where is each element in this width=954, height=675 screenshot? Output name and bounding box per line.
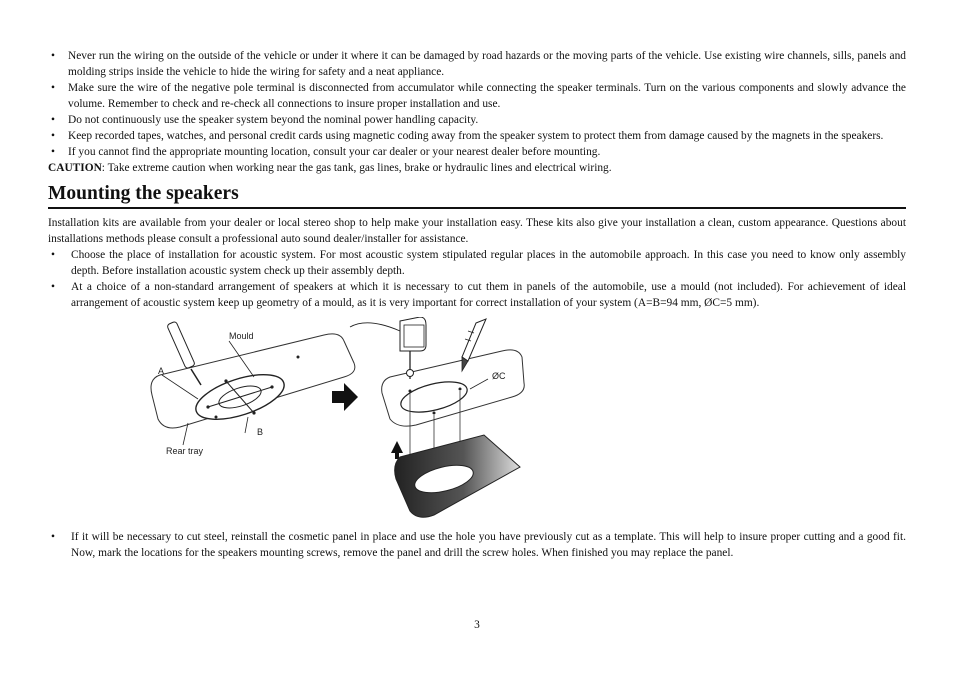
intro-paragraph: Installation kits are available from your dealer or local stereo shop to help make your installation easy. These kits also give your installation a clean, custom appearance. Questions about installations methods please consult a professional auto sound dealer/installer for assistance. [48, 217, 906, 245]
list-item: • Make sure the wire of the negative pole terminal is disconnected from accumulator while connecting the speaker terminals. Turn on the various components and slowly advance the volume. Remember to check and re-check all connections to insure proper installation and use. [48, 80, 906, 112]
list-item: • Do not continuously use the speaker system beyond the nominal power handling capacity. [48, 112, 906, 128]
list-item: • At a choice of a non-standard arrangement of speakers at which it is necessary to cut them in panels of the automobile, use a mould (not included). For achievement of ideal arrangement of acoustic system keep up geometry of a mould, as it is very important for correct installation of your system (A=B=94 mm, ØC=5 mm). [48, 279, 906, 311]
label-rear-tray: Rear tray [166, 446, 204, 456]
label-b: B [257, 427, 264, 437]
caution-text: : Take extreme caution when working near the gas tank, gas lines, brake or hydraulic lines and electrical wiring. [101, 162, 612, 174]
list-item: • Never run the wiring on the outside of the vehicle or under it where it can be damaged by road hazards or the moving parts of the vehicle. Use existing wire channels, sills, panels and molding strips inside the vehicle to hide the wiring for safety and a neat appliance. [48, 48, 906, 80]
caution-note [48, 160, 906, 176]
list-item: • If you cannot find the appropriate mounting location, consult your car dealer or your nearest dealer before mounting. [48, 144, 906, 160]
page-number: 3 [474, 619, 480, 631]
mounting-figure [48, 317, 906, 527]
list-item: • Choose the place of installation for acoustic system. For most acoustic system stipulated regular places in the automobile approach. In this case you need to know only assembly depth. Before installation acoustic system check up their assembly depth. [48, 247, 906, 279]
label-a: A [158, 366, 165, 376]
drilling-drawing [350, 317, 524, 517]
label-mould: Mould [229, 331, 254, 341]
list-item: • If it will be necessary to cut steel, reinstall the cosmetic panel in place and use the hole you have previously cut as a template. This will help to insure proper cutting and a good fit. Now, mark the locations for the speakers mounting screws, remove the panel and drill the screw holes. When finished you may replace the panel. [48, 529, 906, 561]
rear-tray-drawing [151, 321, 355, 456]
label-c: ØC [492, 371, 506, 381]
precautions-list [48, 48, 906, 160]
section-heading: Mounting the speakers [48, 182, 906, 209]
mounting-illustration [48, 317, 906, 527]
arrow-right-icon [332, 383, 358, 411]
steel-cutting-list [48, 529, 906, 561]
installation-list [48, 247, 906, 311]
manual-page [48, 48, 906, 561]
caution-label: CAUTION [48, 162, 102, 174]
list-item: • Keep recorded tapes, watches, and personal credit cards using magnetic coding away from the speaker system to protect them from damage caused by the magnets in the speakers. [48, 128, 906, 144]
